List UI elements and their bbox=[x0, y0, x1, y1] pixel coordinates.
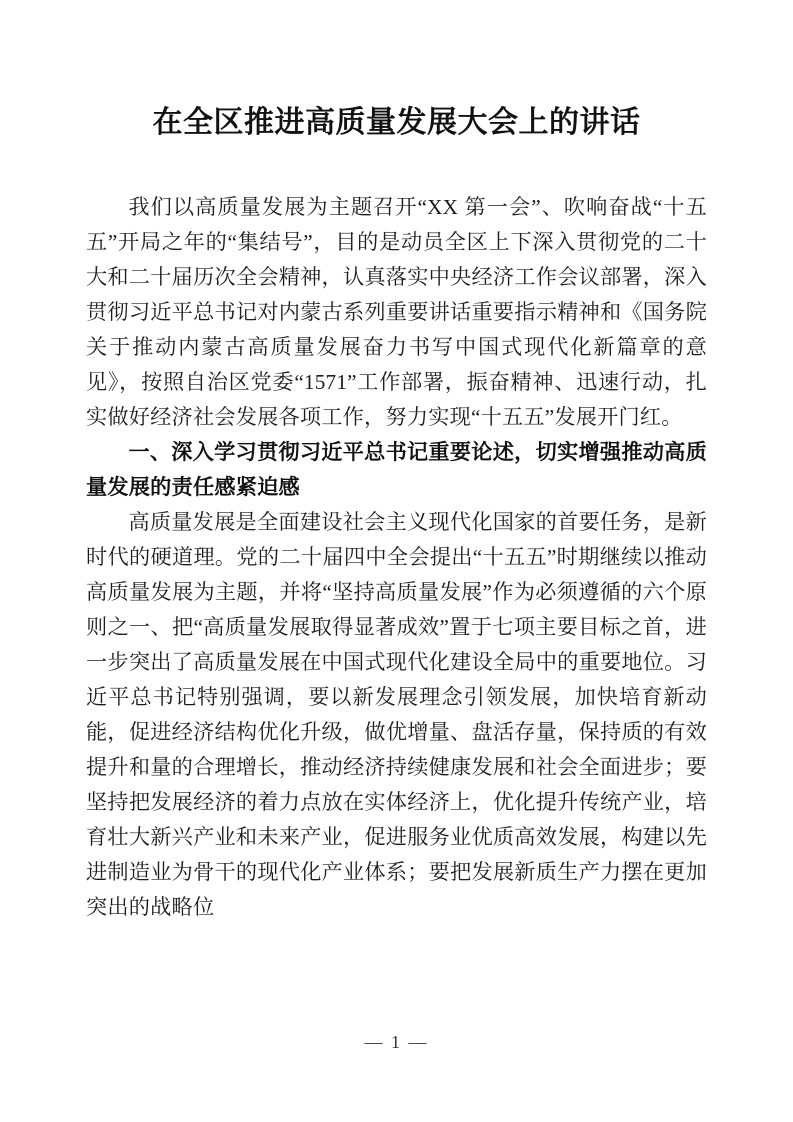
page-footer bbox=[0, 1030, 793, 1054]
paragraph-section-1-body: 高质量发展是全面建设社会主义现代化国家的首要任务，是新时代的硬道理。党的二十届四中全会提出“十五五”时期继续以推动高质量发展为主题，并将“坚持高质量发展”作为必须遵循的六个原则之一、把“高质量发展取得显著成效”置于七项主要目标之首，进一步突出了高质量发展在中国式现代化建设全局中的重要地位。习近平总书记特别强调，要以新发展理念引领发展，加快培育新动能，促进经济结构优化升级，做优增量、盘活存量，保持质的有效提升和量的合理增长，推动经济持续健康发展和社会全面进步；要坚持把发展经济的着力点放在实体经济上，优化提升传统产业，培育壮大新兴产业和未来产业，促进服务业优质高效发展，构建以先进制造业为骨干的现代化产业体系；要把发展新质生产力摆在更加突出的战略位 bbox=[86, 510, 707, 919]
document-body bbox=[86, 0, 707, 925]
paragraph-intro: 我们以高质量发展为主题召开“XX 第一会”、吹响奋战“十五五”开局之年的“集结号”，目的是动员全区上下深入贯彻党的二十大和二十届历次全会精神，认真落实中央经济工作会议部署，深入贯彻习近平总书记对内蒙古系列重要讲话重要指示精神和《国务院关于推动内蒙古高质量发展奋力书写中国式现代化新篇章的意见》，按照自治区党委“1571”工作部署，振奋精神、迅速行动，扎实做好经济社会发展各项工作，努力实现“十五五”发展开门红。 bbox=[86, 195, 707, 429]
page-title: 在全区推进高质量发展大会上的讲话 bbox=[152, 106, 641, 139]
page-number: — 1 — bbox=[364, 1032, 429, 1052]
section-heading-1: 一、深入学习贯彻习近平总书记重要论述，切实增强推动高质量发展的责任感紧迫感 bbox=[86, 441, 707, 499]
